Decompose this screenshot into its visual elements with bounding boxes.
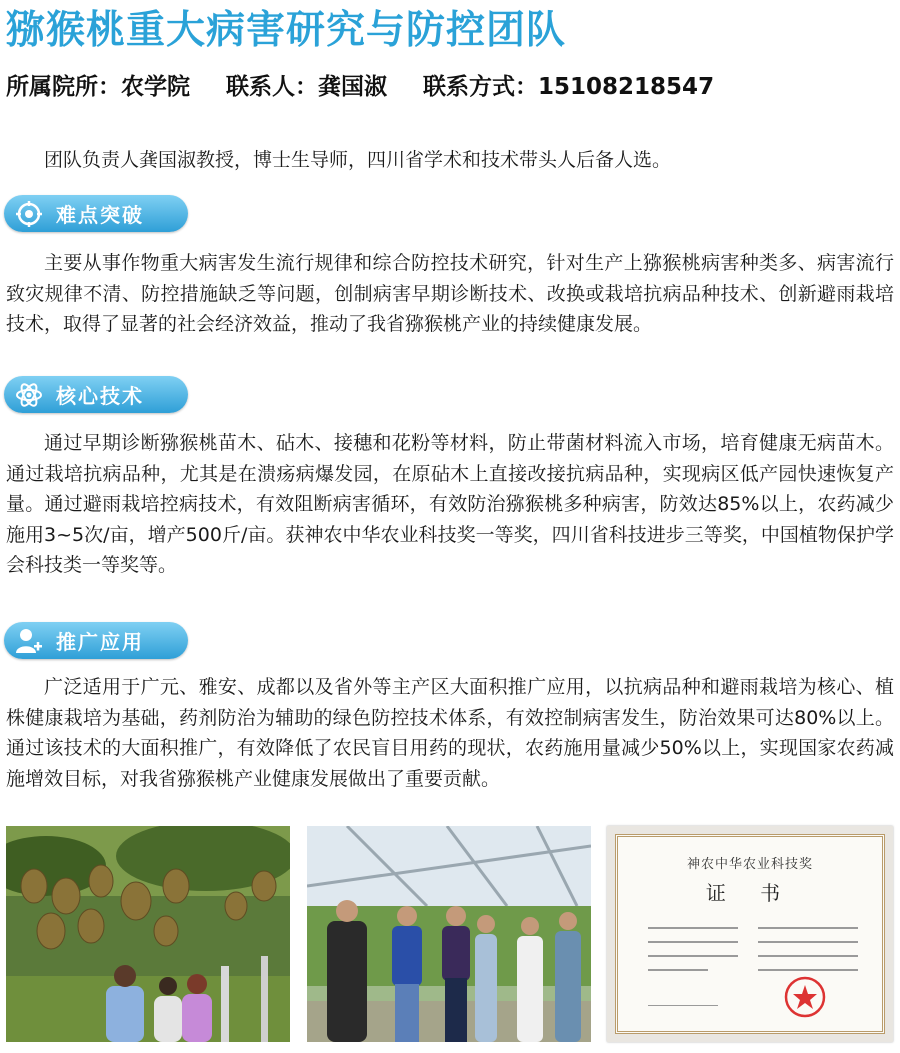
text-line	[648, 969, 708, 971]
kiwifruit-orchard-photo	[6, 826, 290, 1042]
section-header-breakthrough	[4, 195, 188, 232]
intro-paragraph: 团队负责人龚国淑教授，博士生导师，四川省学术和技术带头人后备人选。	[44, 149, 672, 171]
section-label: 难点突破	[56, 203, 144, 227]
section-label: 推广应用	[56, 630, 144, 654]
page-title: 猕猴桃重大病害研究与防控团队	[6, 8, 567, 53]
section-text-application: 广泛适用于广元、雅安、成都以及省外等主产区大面积推广应用，以抗病品种和避雨栽培为核心、植株健康栽培为基础，药剂防治为辅助的绿色防控技术体系，有效控制病害发生，防治效果可达80%以上。通过该技术的大面积推广，有效降低了农民盲目用药的现状，农药施用量减少50%以上，实现国家农药减施增效目标，对我省猕猴桃产业健康发展做出了重要贡献。	[6, 676, 894, 790]
contact-person: 联系人：龚国淑	[226, 74, 388, 100]
text-line	[758, 955, 858, 957]
certificate-heading: 证 书	[705, 881, 795, 905]
atom-icon	[14, 380, 44, 410]
certificate-award-name: 神农中华农业科技奖	[686, 857, 813, 872]
target-icon	[14, 199, 44, 229]
text-line	[758, 969, 858, 971]
section-text-core-tech: 通过早期诊断猕猴桃苗木、砧木、接穗和花粉等材料，防止带菌材料流入市场，培育健康无病苗木。通过栽培抗病品种，尤其是在溃疡病爆发园，在原砧木上直接改接抗病品种，实现病区低产园快速恢复产量。通过避雨栽培控病技术，有效阻断病害循环，有效防治猕猴桃多种病害，防效达85%以上，农药减少施用3~5次/亩，增产500斤/亩。获神农中华农业科技奖一等奖，四川省科技进步三等奖，中国植物保护学会科技类一等奖等。	[6, 432, 894, 576]
award-certificate	[607, 826, 893, 1042]
contact-info	[6, 70, 742, 104]
red-seal-icon	[783, 975, 827, 1019]
section-text-breakthrough: 主要从事作物重大病害发生流行规律和综合防控技术研究，针对生产上猕猴桃病害种类多、病害流行致灾规律不清、防控措施缺乏等问题，创制病害早期诊断技术、改换或栽培抗病品种技术、创新避雨栽培技术，取得了显著的社会经济效益，推动了我省猕猴桃产业的持续健康发展。	[6, 252, 894, 335]
section-header-core-tech	[4, 376, 188, 413]
text-line	[648, 955, 738, 957]
text-line	[758, 927, 858, 929]
text-line	[648, 1005, 718, 1006]
text-line	[758, 941, 858, 943]
section-label: 核心技术	[56, 384, 144, 408]
user-add-icon	[14, 626, 44, 656]
greenhouse-visit-photo	[307, 826, 591, 1042]
certificate-frame	[615, 834, 885, 1034]
contact-phone: 联系方式：15108218547	[423, 74, 715, 100]
affiliation: 所属院所：农学院	[6, 74, 190, 100]
section-header-application	[4, 622, 188, 659]
text-line	[648, 927, 738, 929]
text-line	[648, 941, 738, 943]
